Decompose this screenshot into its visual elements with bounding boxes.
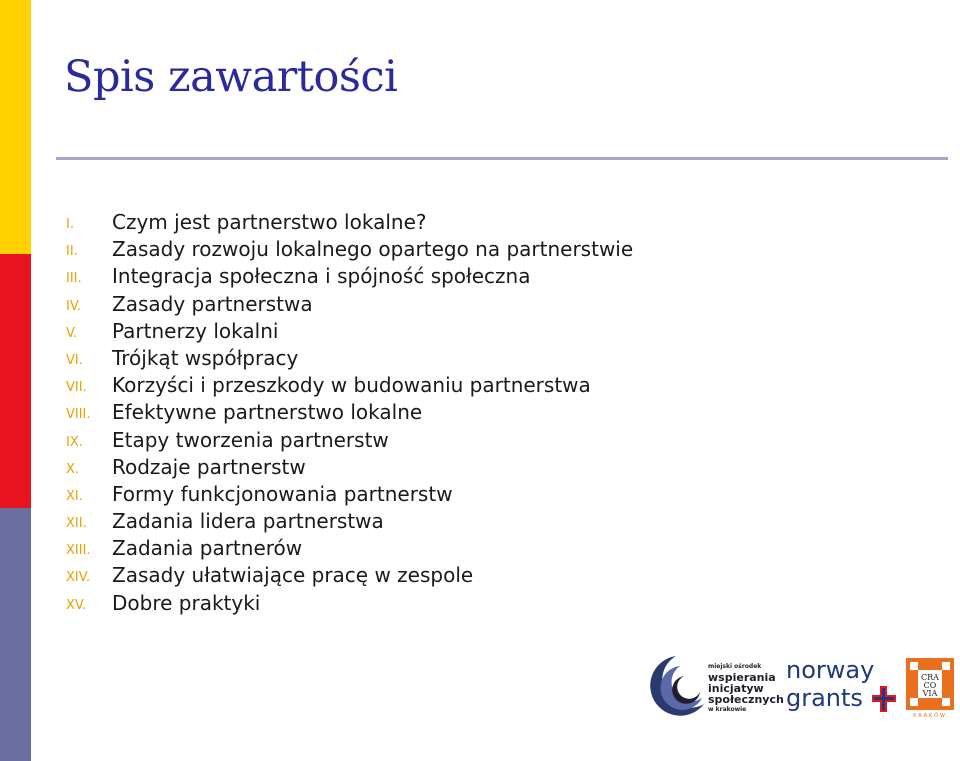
toc-item-label: Formy funkcjonowania partnerstw xyxy=(112,481,453,506)
side-bar-yellow-segment xyxy=(0,0,31,254)
mosi-line-2: wspierania xyxy=(708,671,776,684)
mosi-line-5: w krakowie xyxy=(708,706,747,713)
toc-item-label: Korzyści i przeszkody w budowaniu partnerstwa xyxy=(112,373,591,398)
toc-item-label: Zasady ułatwiające pracę w zespole xyxy=(112,563,474,588)
toc-item-label: Zadania partnerów xyxy=(112,536,303,561)
mosi-logo-text xyxy=(708,664,784,715)
toc-item-number: XIII. xyxy=(66,543,91,559)
title-divider xyxy=(56,157,948,160)
cracovia-logo xyxy=(906,658,954,718)
mosi-swoosh-icon xyxy=(646,652,706,724)
norway-grants-line-2: grants xyxy=(786,684,863,712)
toc-item-number: XII. xyxy=(66,516,87,532)
toc-item-label: Partnerzy lokalni xyxy=(112,318,279,343)
toc-item-number: IV. xyxy=(66,298,82,314)
footer-logos xyxy=(646,652,956,724)
norway-grants-logo xyxy=(786,658,896,718)
toc-item-number: VIII. xyxy=(66,407,91,423)
toc-item-number: IX. xyxy=(66,434,83,450)
mosi-line-3: inicjatyw xyxy=(708,682,764,695)
toc-item-label: Integracja społeczna i spójność społeczna xyxy=(112,264,531,289)
toc-item-label: Zasady rozwoju lokalnego opartego na partnerstwie xyxy=(112,237,634,262)
side-color-bar xyxy=(0,0,31,761)
toc-item-number: I. xyxy=(66,217,74,232)
side-bar-blue-segment xyxy=(0,508,31,761)
toc-item-number: VII. xyxy=(66,380,87,396)
cracovia-line-1: CRA xyxy=(921,673,939,682)
cracovia-line-4: KRAKÓW xyxy=(913,713,947,718)
toc-item-number: VI. xyxy=(66,352,83,368)
toc-item-number: XIV. xyxy=(66,570,91,586)
side-bar-red-segment xyxy=(0,254,31,508)
toc-item-number: V. xyxy=(66,325,78,341)
norway-cross-icon xyxy=(870,684,898,714)
toc-item-number: III. xyxy=(66,271,82,287)
toc-item-number: XI. xyxy=(66,488,83,504)
toc-item-label: Rodzaje partnerstw xyxy=(112,454,306,479)
toc-item-label: Trójkąt współpracy xyxy=(112,345,299,370)
mosi-logo xyxy=(646,652,784,724)
mosi-line-4: społecznych xyxy=(708,693,784,706)
toc-item-label: Efektywne partnerstwo lokalne xyxy=(112,400,423,425)
toc-item-label: Zadania lidera partnerstwa xyxy=(112,509,384,534)
page-title: Spis zawartości xyxy=(64,52,398,102)
cracovia-line-2: CO xyxy=(923,681,937,690)
cracovia-emblem-icon xyxy=(906,658,954,718)
toc-item-label: Etapy tworzenia partnerstw xyxy=(112,427,389,452)
mosi-line-1: miejski ośrodek xyxy=(708,663,762,670)
toc-item-number: XV. xyxy=(66,597,87,613)
toc-item-label: Zasady partnerstwa xyxy=(112,291,313,316)
toc-item-label: Dobre praktyki xyxy=(112,590,261,615)
toc-item-label: Czym jest partnerstwo lokalne? xyxy=(112,210,427,234)
norway-grants-line-1: norway xyxy=(786,656,875,684)
toc-item-number: II. xyxy=(66,244,78,260)
toc-item-number: X. xyxy=(66,461,80,477)
cracovia-line-3: VIA xyxy=(922,689,938,698)
